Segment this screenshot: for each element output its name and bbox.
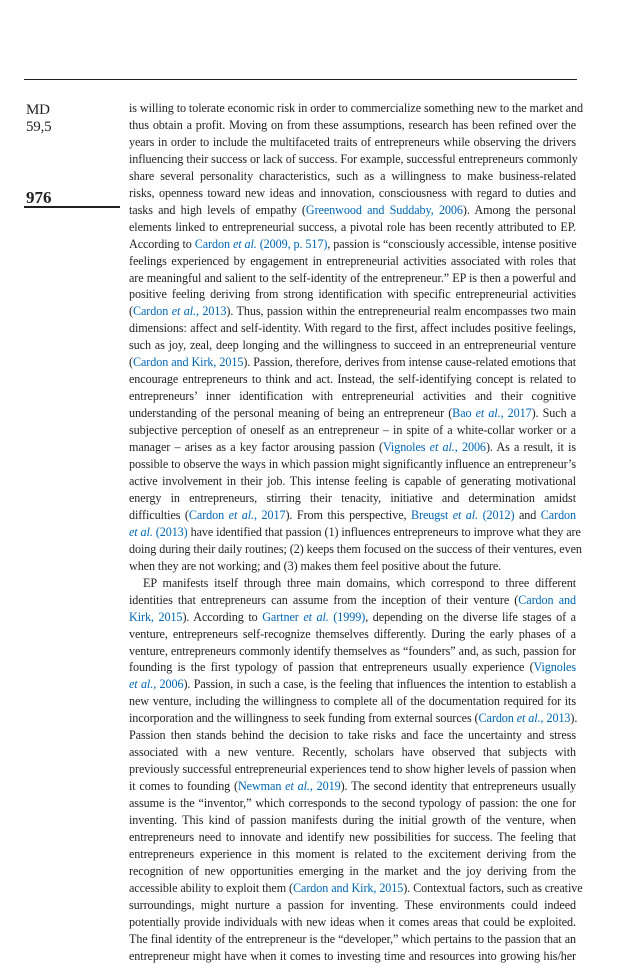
citation-link[interactable]: Vignoles [533, 660, 576, 675]
text-line [129, 456, 576, 473]
citation-link[interactable]: Cardon [132, 304, 172, 319]
text-segment: ). The second identity that entrepreneurs usually [340, 779, 576, 794]
citation-link[interactable]: et al. [303, 609, 329, 624]
text-line [129, 609, 576, 626]
citation-link[interactable]: Greenwood and Suddaby, 2006 [305, 202, 463, 217]
text-line [129, 795, 576, 812]
text-segment: ). Passion, therefore, derives from intense cause-related emotions that [243, 355, 577, 370]
text-segment: founding is the first typology of passion that entrepreneurs usually experience ( [129, 660, 534, 675]
text-segment: risks, openness toward new ideas and innovation, consciousness with regard to duties and [129, 185, 576, 200]
text-segment: accessible ability to exploit them ( [129, 880, 294, 895]
page-number: 976 [26, 188, 52, 207]
text-line [129, 626, 576, 643]
text-segment: inventing. This kind of passion manifests during the initial growth of the venture, when [129, 813, 576, 828]
text-line [129, 863, 576, 880]
text-line [129, 710, 576, 727]
text-segment: identities that entrepreneurs can assume from the inception of their venture ( [129, 592, 519, 607]
text-segment: assume is the “inventor,” which corresponds to the second typology of passion: the one for [129, 796, 576, 811]
text-line [129, 337, 576, 354]
text-segment: ). Contextual factors, such as creative [403, 880, 583, 895]
citation-link[interactable]: Cardon [188, 507, 229, 522]
citation-link[interactable]: , 2017 [254, 507, 286, 522]
text-segment: ). From this perspective, [285, 507, 411, 522]
text-line [129, 676, 576, 693]
citation-link[interactable]: et al. [129, 677, 154, 692]
text-segment: energy in entrepreneurs, stirring their tenacity, initiative and determination amidst [129, 490, 576, 505]
page-number-rule [24, 206, 120, 208]
text-segment: doing during their daily routines; (2) keeps them focused on the success of their ventures, even [129, 541, 582, 556]
citation-link[interactable]: et al. [232, 236, 257, 251]
text-segment: entrepreneurs experience in this moment is related to the excitement deriving from the [129, 846, 576, 861]
text-segment: ). Thus, passion within the entrepreneurial realm encompasses two main [226, 304, 576, 319]
citation-link[interactable]: , 2013 [195, 304, 227, 319]
text-segment: , passion is “consciously accessible, intense positive [327, 236, 577, 251]
citation-link[interactable]: Breugst [410, 507, 453, 522]
text-segment: subjective perception of oneself as an entrepreneur – in spite of a white-collar worker or a [129, 423, 576, 438]
text-segment: entrepreneur might have when it comes to investing time and resources into growing his/her [129, 948, 576, 963]
citation-link[interactable]: Bao [452, 406, 476, 421]
text-line [129, 303, 576, 320]
text-segment: EP manifests itself through three main domains, which correspond to three different [143, 575, 576, 590]
text-segment: The final identity of the entrepreneur is the “developer,” which pertains to the passion that an [129, 931, 576, 946]
text-line [129, 507, 576, 524]
text-segment: influencing their success or lack of success. For example, successful entrepreneurs commonly [129, 151, 578, 166]
text-segment: new venture, including the willingness to complete all of the documentation required for its [129, 694, 576, 709]
citation-link[interactable]: (2013) [152, 524, 188, 539]
text-line [129, 761, 576, 778]
text-line [129, 524, 581, 541]
text-segment: such as joy, zeal, deep longing and the willingness to succeed in an entrepreneurial venture [129, 338, 576, 353]
text-line [129, 643, 576, 660]
text-segment: when they are not working; and (3) makes them feel positive about the future. [129, 558, 502, 573]
text-segment: manager – arises as a key factor arousing passion ( [129, 440, 383, 455]
citation-link[interactable]: et al. [475, 406, 501, 421]
text-line [129, 388, 576, 405]
text-line [129, 219, 576, 236]
text-segment: share several personality characteristics, such as a willingness to make business-related [129, 168, 576, 183]
text-segment: encourage entrepreneurs to think and act. Instead, the self-identifying concept is related to [129, 372, 576, 387]
citation-link[interactable]: , 2013 [540, 711, 571, 726]
text-line [129, 117, 576, 134]
text-line [129, 253, 576, 270]
journal-abbrev: MD [26, 102, 50, 118]
text-line [129, 371, 576, 388]
citation-link[interactable]: Vignoles [382, 440, 430, 455]
citation-link[interactable]: Cardon and Kirk, 2015 [293, 880, 404, 895]
text-line [129, 727, 576, 744]
text-segment: are meaningful and salient to the self-identity of the entrepreneur.” EP is then a powerful and [129, 270, 576, 285]
text-segment: tasks and high levels of empathy ( [129, 202, 306, 217]
text-segment: positive feeling deriving from strong identification with specific entrepreneurial activities [129, 287, 576, 302]
text-segment: According to [129, 236, 195, 251]
text-line [129, 202, 576, 219]
text-segment: difficulties ( [129, 507, 189, 522]
text-line [129, 168, 576, 185]
text-line [129, 405, 576, 422]
text-line [129, 490, 576, 507]
citation-link[interactable]: , 2019 [309, 779, 341, 794]
text-segment: understanding of the personal meaning of being an entrepreneur ( [129, 406, 453, 421]
citation-link[interactable]: Kirk, 2015 [129, 609, 183, 624]
citation-link[interactable]: , 2006 [153, 677, 184, 692]
text-segment: recognition of new opportunities emerging in the market and the joy deriving from the [129, 863, 576, 878]
body-text [129, 100, 584, 965]
text-segment: active involvement in their job. This intense feeling is capable of generating motivational [129, 473, 576, 488]
text-segment: incorporation and the willingness to seek funding from external sources ( [129, 711, 479, 726]
text-line [129, 575, 576, 592]
citation-link[interactable]: (2012) [478, 507, 515, 522]
text-line [129, 778, 576, 795]
citation-link[interactable]: (2009, p. 517) [256, 236, 328, 251]
text-segment: ). Such a [531, 406, 576, 421]
text-line [129, 185, 576, 202]
text-line [129, 236, 576, 253]
citation-link[interactable]: et al. [516, 711, 541, 726]
citation-link[interactable]: Cardon [194, 236, 233, 251]
text-segment: dimensions: affect and self-identity. With regard to the first, affect includes positive feelings, [129, 321, 576, 336]
text-segment: is willing to tolerate economic risk in order to commercialize something new to the market and [129, 101, 584, 115]
text-line [129, 744, 576, 761]
text-segment: previously successful entrepreneurial experiences tend to show higher levels of passion when [129, 762, 576, 777]
citation-link[interactable]: (1999) [328, 609, 366, 624]
text-segment: ). According to [182, 609, 263, 624]
journal-info [26, 102, 51, 136]
text-line [129, 134, 576, 151]
text-segment: ). As a result, it is [485, 440, 577, 455]
citation-link[interactable]: Cardon and [518, 592, 576, 607]
text-segment: ( [129, 355, 133, 370]
text-segment: years in order to include the multifaceted traits of entrepreneurs while observing the drivers [129, 134, 576, 149]
text-line [129, 897, 576, 914]
volume-issue: 59,5 [26, 119, 52, 135]
text-segment: venture, entrepreneurs commonly identify themselves as “founders” and, as such, passion for [129, 643, 576, 658]
text-line [129, 354, 576, 371]
text-line [129, 541, 582, 558]
text-segment: potentially provide individuals with new ideas when it comes areas that could be exploited. [129, 914, 576, 929]
text-segment: Passion then stands behind the decision to take risks and face the uncertainty and stress [129, 728, 576, 743]
text-line [129, 151, 576, 168]
text-line [129, 439, 576, 456]
text-segment: ). [570, 711, 578, 726]
text-segment: ( [129, 304, 133, 319]
text-line [129, 286, 576, 303]
citation-link[interactable]: et al. [429, 440, 455, 455]
text-segment: entrepreneurs need to innovate and identify new possibilities for success. The feeling that [129, 829, 576, 844]
citation-link[interactable]: Cardon and Kirk, 2015 [132, 355, 244, 370]
header-rule [24, 79, 577, 80]
citation-link[interactable]: et al. [285, 779, 310, 794]
text-line [129, 931, 576, 948]
text-segment: possible to observe the ways in which passion might significantly influence an entrepreneur’s [129, 457, 576, 472]
text-segment: associated with a new venture. Recently, scholars have observed that subjects with [129, 745, 576, 760]
text-line [129, 693, 576, 710]
text-line [129, 320, 576, 337]
text-line [129, 659, 576, 676]
citation-link[interactable]: Gartner [262, 609, 304, 624]
citation-link[interactable]: Cardon [540, 507, 577, 522]
text-line [129, 422, 576, 439]
text-segment: , depending on the diverse life stages of a [365, 609, 576, 624]
text-line [129, 592, 576, 609]
text-line [129, 829, 576, 846]
citation-link[interactable]: Newman [237, 779, 286, 794]
citation-link[interactable]: et al. [452, 507, 479, 522]
text-line [129, 812, 576, 829]
citation-link[interactable]: et al. [171, 304, 196, 319]
text-segment: ). Passion, in such a case, is the feeling that influences the intention to establish a [183, 677, 577, 692]
text-segment: and [514, 507, 541, 522]
text-segment: surroundings, might nurture a passion for inventing. These environments could indeed [129, 897, 576, 912]
text-line [129, 846, 576, 863]
citation-link[interactable]: Cardon [478, 711, 517, 726]
text-segment: entrepreneurs’ inner identification with entrepreneurial activities and their cognitive [129, 389, 576, 404]
text-line [129, 880, 583, 897]
text-segment: venture, entrepreneurs self-recognize themselves differently. During the early phases of a [129, 626, 576, 641]
text-segment: have identified that passion (1) influences entrepreneurs to improve what they are [187, 524, 581, 539]
citation-link[interactable]: , 2006 [454, 440, 486, 455]
text-segment: ). Among the personal [462, 202, 576, 217]
text-line [129, 914, 576, 931]
text-line [129, 270, 576, 287]
text-line [129, 100, 584, 117]
text-segment: elements linked to entrepreneurial success, a pivotal role has been recently attributed to EP. [129, 219, 576, 234]
citation-link[interactable]: et al. [228, 507, 255, 522]
text-line [129, 558, 576, 575]
text-line [129, 473, 576, 490]
citation-link[interactable]: , 2017 [500, 406, 532, 421]
text-segment: thus obtain a profit. Moving on from these assumptions, research has been refined over the [129, 117, 576, 132]
text-segment: feelings experienced by engagement in entrepreneurial activities associated with roles that [129, 253, 576, 268]
citation-link[interactable]: et al. [129, 524, 153, 539]
text-line [129, 948, 576, 965]
text-segment: it comes to founding ( [129, 779, 238, 794]
